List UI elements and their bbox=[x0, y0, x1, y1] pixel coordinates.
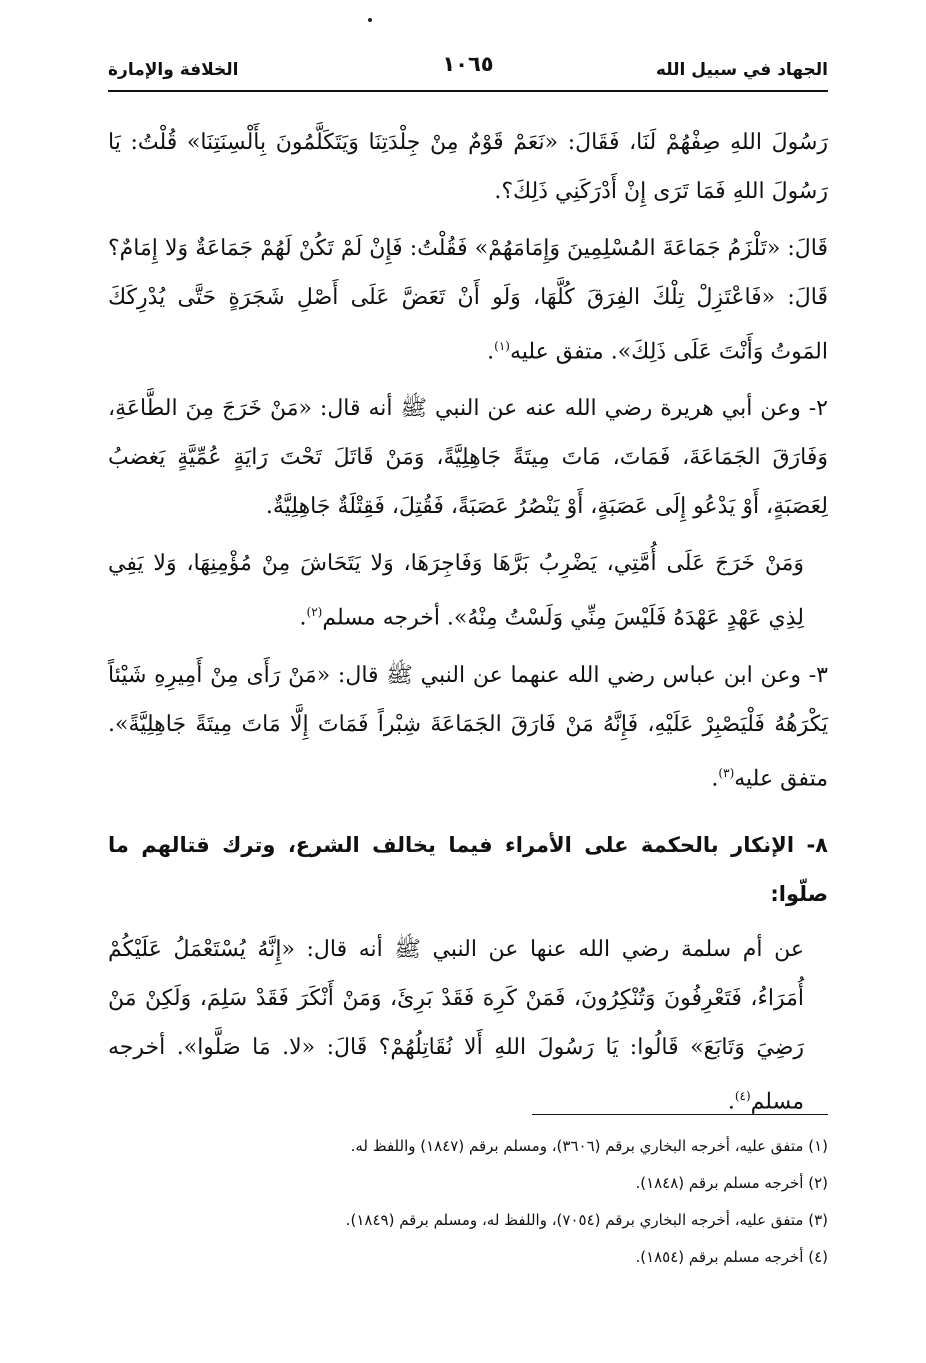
hadith-3: ٣- وعن ابن عباس رضي الله عنهما عن النبي ﷺ قال: «مَنْ رَأَى مِنْ أَمِيرِهِ شَيْئاً يَكْرَهُهُ فَلْيَصْبِرْ عَلَيْهِ، فَإِنَّهُ مَنْ فَارَقَ الجَمَاعَةَ شِبْراً فَمَاتَ إِلَّا مَاتَ مِيتَةً جَاهِلِيَّةً». متفق عليه$^{(٣)}$. bbox=[108, 662, 828, 791]
section-heading: ٨- الإنكار بالحكمة على الأمراء فيما يخالف الشرع، وترك قتالهم ما صلّوا: bbox=[108, 832, 828, 906]
footnote-ref-2: (٢) bbox=[306, 605, 323, 620]
footnote-2: (٢) أخرجه مسلم برقم (١٨٤٨). bbox=[635, 1174, 828, 1192]
header-book-title: الجهاد في سبيل الله bbox=[655, 60, 828, 80]
main-text bbox=[108, 118, 828, 1134]
paragraph-2-text: قَالَ: «تَلْزَمُ جَمَاعَةَ المُسْلِمِينَ وَإِمَامَهُمْ» فَقُلْتُ: فَإِنْ لَمْ تَكُنْ لَهُمْ جَمَاعَةٌ وَلا إِمَامٌ؟ قَالَ: «فَاعْتَزِلْ تِلْكَ الفِرَقَ كُلَّهَا، وَلَو أَنْ تَعَضَّ عَلَى أَصْلِ شَجَرَةٍ حَتَّى يُدْرِكَكَ المَوتُ وَأَنْتَ عَلَى ذَلِكَ». متفق عليه bbox=[108, 236, 828, 365]
hadith-section-8: عن أم سلمة رضي الله عنها عن النبي ﷺ أنه قال: «إِنَّهُ يُسْتَعْمَلُ عَلَيْكُمْ أُمَرَاءُ، فَتَعْرِفُونَ وَتُنْكِرُونَ، فَمَنْ كَرِهَ فَقَدْ بَرِئَ، وَمَنْ أَنْكَرَ فَقَدْ سَلِمَ، وَلَكِنْ مَنْ رَضِيَ وَتَابَعَ» قَالُوا: يَا رَسُولَ اللهِ أَلا نُقَاتِلُهُمْ؟ قَالَ: «لا. مَا صَلَّوا». أخرجه مسلم$^{(٤)}$. bbox=[108, 936, 804, 1115]
header-divider bbox=[108, 90, 828, 92]
page-mark bbox=[368, 18, 372, 22]
hadith-2-text: ٢- وعن أبي هريرة رضي الله عنه عن النبي ﷺ أنه قال: «مَنْ خَرَجَ مِنَ الطَّاعَةِ، وَفَارَقَ الجَمَاعَةَ، فَمَاتَ، مَاتَ مِيتَةً جَاهِلِيَّةً، وَمَنْ قَاتَلَ تَحْتَ رَايَةٍ عُمِّيَّةٍ يَغضبُ لِعَصَبَةٍ، أَوْ يَدْعُو إِلَى عَصَبَةٍ، أَوْ يَنْصُرُ عَصَبَةً، فَقُتِلَ، فَقِتْلَةٌ جَاهِلِيَّةٌ. bbox=[108, 396, 828, 520]
footnote-3: (٣) متفق عليه، أخرجه البخاري برقم (٧٠٥٤)، واللفظ له، ومسلم برقم (١٨٤٩). bbox=[345, 1211, 828, 1229]
paragraph-2: قَالَ: «تَلْزَمُ جَمَاعَةَ المُسْلِمِينَ وَإِمَامَهُمْ» فَقُلْتُ: فَإِنْ لَمْ تَكُنْ لَهُمْ جَمَاعَةٌ وَلا إِمَامٌ؟ قَالَ: «فَاعْتَزِلْ تِلْكَ الفِرَقَ كُلَّهَا، وَلَو أَنْ تَعَضَّ عَلَى أَصْلِ شَجَرَةٍ حَتَّى يُدْرِكَكَ المَوتُ وَأَنْتَ عَلَى ذَلِكَ». متفق عليه$^{(١)}$. bbox=[108, 236, 828, 365]
footnotes bbox=[108, 1128, 828, 1276]
running-header bbox=[108, 52, 828, 90]
footnote-4: (٤) أخرجه مسلم برقم (١٨٥٤). bbox=[635, 1248, 828, 1266]
hadith-section-8-text: عن أم سلمة رضي الله عنها عن النبي ﷺ أنه قال: «إِنَّهُ يُسْتَعْمَلُ عَلَيْكُمْ أُمَرَاءُ، فَتَعْرِفُونَ وَتُنْكِرُونَ، فَمَنْ كَرِهَ فَقَدْ بَرِئَ، وَمَنْ أَنْكَرَ فَقَدْ سَلِمَ، وَلَكِنْ مَنْ رَضِيَ وَتَابَعَ» قَالُوا: يَا رَسُولَ اللهِ أَلا نُقَاتِلُهُمْ؟ قَالَ: «لا. مَا صَلَّوا». أخرجه مسلم bbox=[108, 936, 804, 1115]
hadith-2-continued: وَمَنْ خَرَجَ عَلَى أُمَّتِي، يَضْرِبُ بَرَّهَا وَفَاجِرَهَا، وَلا يَتَحَاشَ مِنْ مُؤْمِنِهَا، وَلا يَفِي لِذِي عَهْدٍ عَهْدَهُ فَلَيْسَ مِنِّي وَلَسْتُ مِنْهُ». أخرجه مسلم$^{(٢)}$. bbox=[108, 551, 804, 631]
hadith-3-text: ٣- وعن ابن عباس رضي الله عنهما عن النبي ﷺ قال: «مَنْ رَأَى مِنْ أَمِيرِهِ شَيْئاً يَكْرَهُهُ فَلْيَصْبِرْ عَلَيْهِ، فَإِنَّهُ مَنْ فَارَقَ الجَمَاعَةَ شِبْراً فَمَاتَ إِلَّا مَاتَ مِيتَةً جَاهِلِيَّةً». متفق عليه bbox=[108, 662, 828, 791]
paragraph-1-text: رَسُولَ اللهِ صِفْهُمْ لَنَا، فَقَالَ: «نَعَمْ قَوْمٌ مِنْ جِلْدَتِنَا وَيَتَكَلَّمُونَ بِأَلْسِنَتِنَا» قُلْتُ: يَا رَسُولَ اللهِ فَمَا تَرَى إِنْ أَدْرَكَنِي ذَلِكَ؟. bbox=[108, 130, 828, 204]
footnote-divider bbox=[532, 1114, 828, 1115]
page-number: ١٠٦٥ bbox=[442, 52, 494, 76]
footnote-ref-4: (٤) bbox=[734, 1088, 751, 1103]
header-chapter-title: الخلافة والإمارة bbox=[108, 60, 239, 80]
footnote-1: (١) متفق عليه، أخرجه البخاري برقم (٣٦٠٦)، ومسلم برقم (١٨٤٧) واللفظ له. bbox=[350, 1137, 828, 1155]
footnote-ref-1: (١) bbox=[494, 339, 510, 353]
hadith-2-continued-text: وَمَنْ خَرَجَ عَلَى أُمَّتِي، يَضْرِبُ بَرَّهَا وَفَاجِرَهَا، وَلا يَتَحَاشَ مِنْ مُؤْمِنِهَا، وَلا يَفِي لِذِي عَهْدٍ عَهْدَهُ فَلَيْسَ مِنِّي وَلَسْتُ مِنْهُ». أخرجه مسلم bbox=[108, 551, 804, 631]
paragraph-1 bbox=[108, 118, 828, 216]
hadith-2 bbox=[108, 384, 828, 531]
footnote-ref-3: (٣) bbox=[718, 765, 735, 780]
